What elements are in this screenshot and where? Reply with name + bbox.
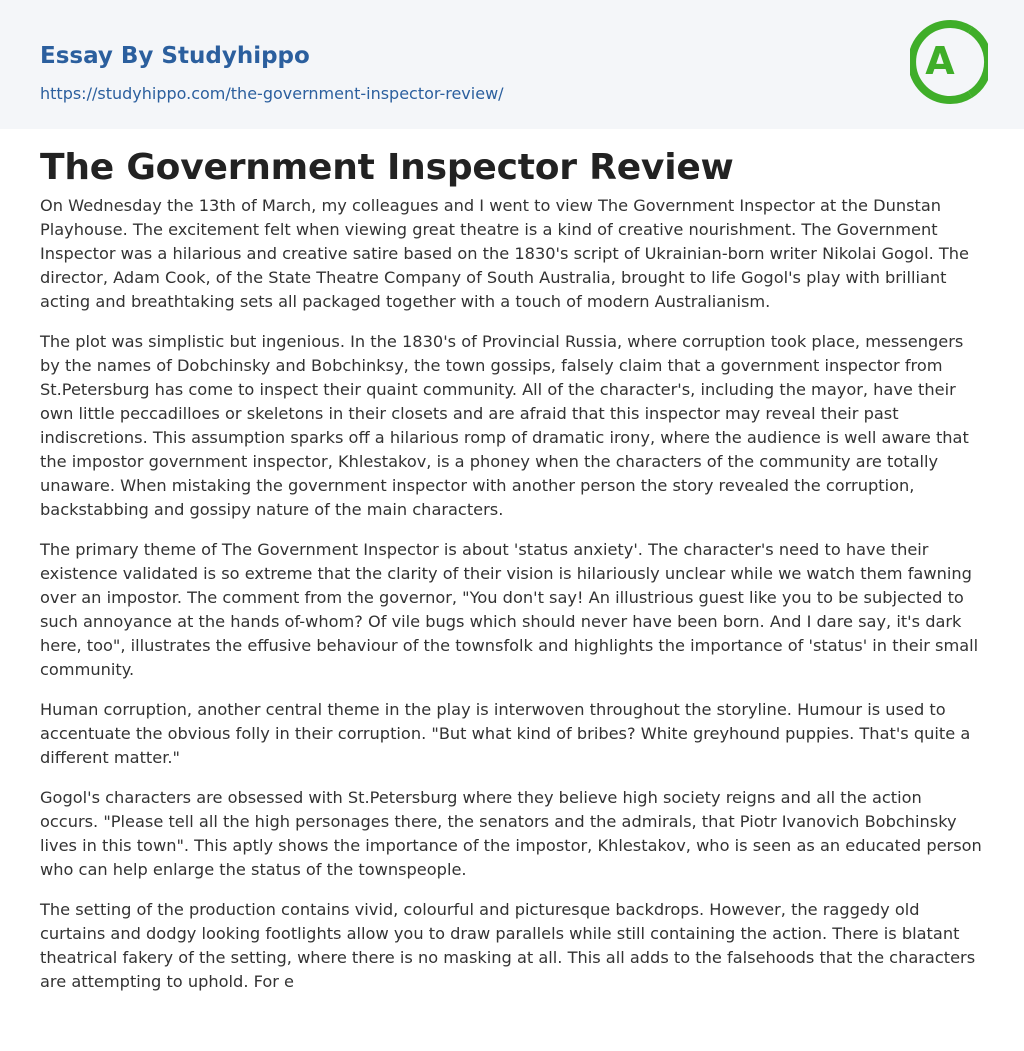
article-url-link[interactable]: https://studyhippo.com/the-government-inspector-review/ <box>40 84 504 103</box>
logo-letter: A <box>925 39 955 83</box>
article-title: The Government Inspector Review <box>40 147 734 188</box>
article-body <box>40 194 984 1010</box>
site-header <box>0 0 1024 129</box>
article-paragraph: The plot was simplistic but ingenious. In the 1830's of Provincial Russia, where corruption took place, messengers by the names of Dobchinsky and Bobchinksy, the town gossips, falsely claim that a government inspector from St.Petersburg has come to inspect their quaint community. All of the character's, including the mayor, have their own little peccadilloes or skeletons in their closets and are afraid that this inspector may reveal their past indiscretions. This assumption sparks off a hilarious romp of dramatic irony, where the audience is well aware that the impostor government inspector, Khlestakov, is a phoney when the characters of the community are totally unaware. When mistaking the government inspector with another person the story revealed the corruption, backstabbing and gossipy nature of the main characters. <box>40 332 969 519</box>
article-paragraph: Gogol's characters are obsessed with St.Petersburg where they believe high society reigns and all the action occurs. "Please tell all the high personages there, the senators and the admirals, that Piotr Ivanovich Bobchinsky lives in this town". This aptly shows the importance of the impostor, Khlestakov, who is seen as an educated person who can help enlarge the status of the townspeople. <box>40 788 982 879</box>
article-paragraph: The primary theme of The Government Inspector is about 'status anxiety'. The character's need to have their existence validated is so extreme that the clarity of their vision is hilariously unclear while we watch them fawning over an impostor. The comment from the governor, "You don't say! An illustrious guest like you to be subjected to such annoyance at the hands of-whom? Of vile bugs which should never have been born. And I dare say, it's dark here, too", illustrates the effusive behaviour of the townsfolk and highlights the importance of 'status' in their small community. <box>40 540 979 679</box>
site-brand[interactable]: Essay By Studyhippo <box>40 43 310 69</box>
article-paragraph: Human corruption, another central theme in the play is interwoven throughout the storyline. Humour is used to accentuate the obvious folly in their corruption. "But what kind of bribes? White greyhound puppies. That's quite a different matter." <box>40 700 971 767</box>
article-paragraph: The setting of the production contains vivid, colourful and picturesque backdrops. However, the raggedy old curtains and dodgy looking footlights allow you to draw parallels while still containing the action. There is blatant theatrical fakery of the setting, where there is no masking at all. This all adds to the falsehoods that the characters are attempting to uphold. For e <box>40 900 976 991</box>
studyhippo-logo-icon[interactable] <box>910 18 988 106</box>
article-paragraph: On Wednesday the 13th of March, my colleagues and I went to view The Government Inspector at the Dunstan Playhouse. The excitement felt when viewing great theatre is a kind of creative nourishment. The Government Inspector was a hilarious and creative satire based on the 1830's script of Ukrainian-born writer Nikolai Gogol. The director, Adam Cook, of the State Theatre Company of South Australia, brought to life Gogol's play with brilliant acting and breathtaking sets all packaged together with a touch of modern Australianism. <box>40 196 970 311</box>
